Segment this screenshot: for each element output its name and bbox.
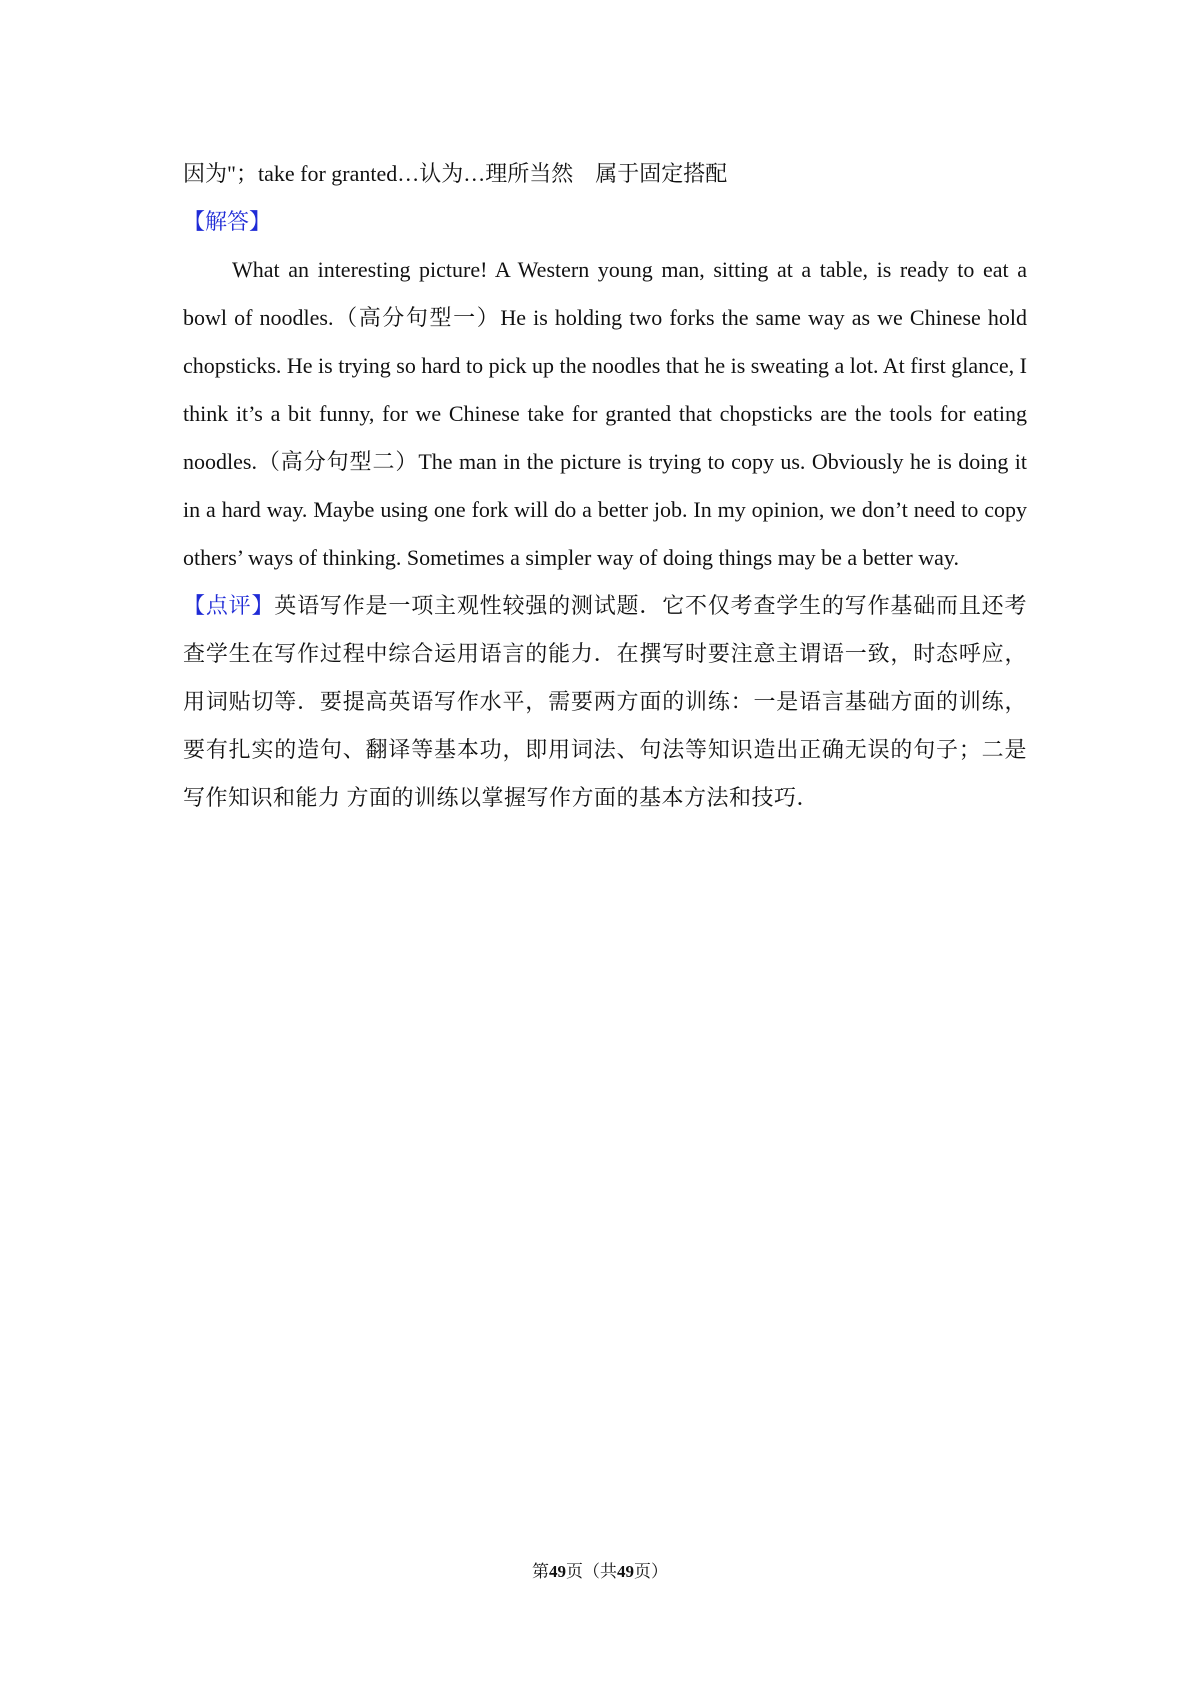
comment-paragraph bbox=[183, 582, 1027, 822]
answer-heading bbox=[183, 198, 1027, 246]
footer-total-pages: 49 bbox=[617, 1562, 634, 1581]
comment-text: 英语写作是一项主观性较强的测试题．它不仅考查学生的写作基础而且还考查学生在写作过程中综合运用语言的能力．在撰写时要注意主谓语一致，时态呼应，用词贴切等．要提高英语写作水平，需要两方面的训练：一是语言基础方面的训练，要有扎实的造句、翻译等基本功，即用词法、句法等知识造出正确无误的句子；二是写作知识和能力 方面的训练以掌握写作方面的基本方法和技巧． bbox=[183, 593, 1027, 810]
footer-middle: 页（共 bbox=[566, 1562, 617, 1581]
answer-paragraph: What an interesting picture! A Western young man, sitting at a table, is ready to eat a bowl of noodles.（高分句型一）He is holding two forks the same way as we Chinese hold chopsticks. He is trying so hard to pick up the noodles that he is sweating a lot. At first glance, I think it’s a bit funny, for we Chinese take for granted that chopsticks are the tools for eating noodles.（高分句型二）The man in the picture is trying to copy us. Obviously he is doing it in a hard way. Maybe using one fork will do a better job. In my opinion, we don’t need to copy others’ ways of thinking. Sometimes a simpler way of doing things may be a better way. bbox=[183, 257, 1027, 570]
footer-prefix: 第 bbox=[532, 1562, 549, 1581]
comment-tag: 【点评】 bbox=[183, 593, 275, 618]
answer-tag: 【解答】 bbox=[183, 209, 272, 234]
page-footer bbox=[0, 1560, 1200, 1584]
footer-suffix: 页） bbox=[634, 1562, 668, 1581]
footer-page-number: 49 bbox=[549, 1562, 566, 1581]
page-content bbox=[183, 150, 1027, 822]
intro-line: 因为"；take for granted…认为…理所当然 属于固定搭配 bbox=[183, 161, 728, 186]
